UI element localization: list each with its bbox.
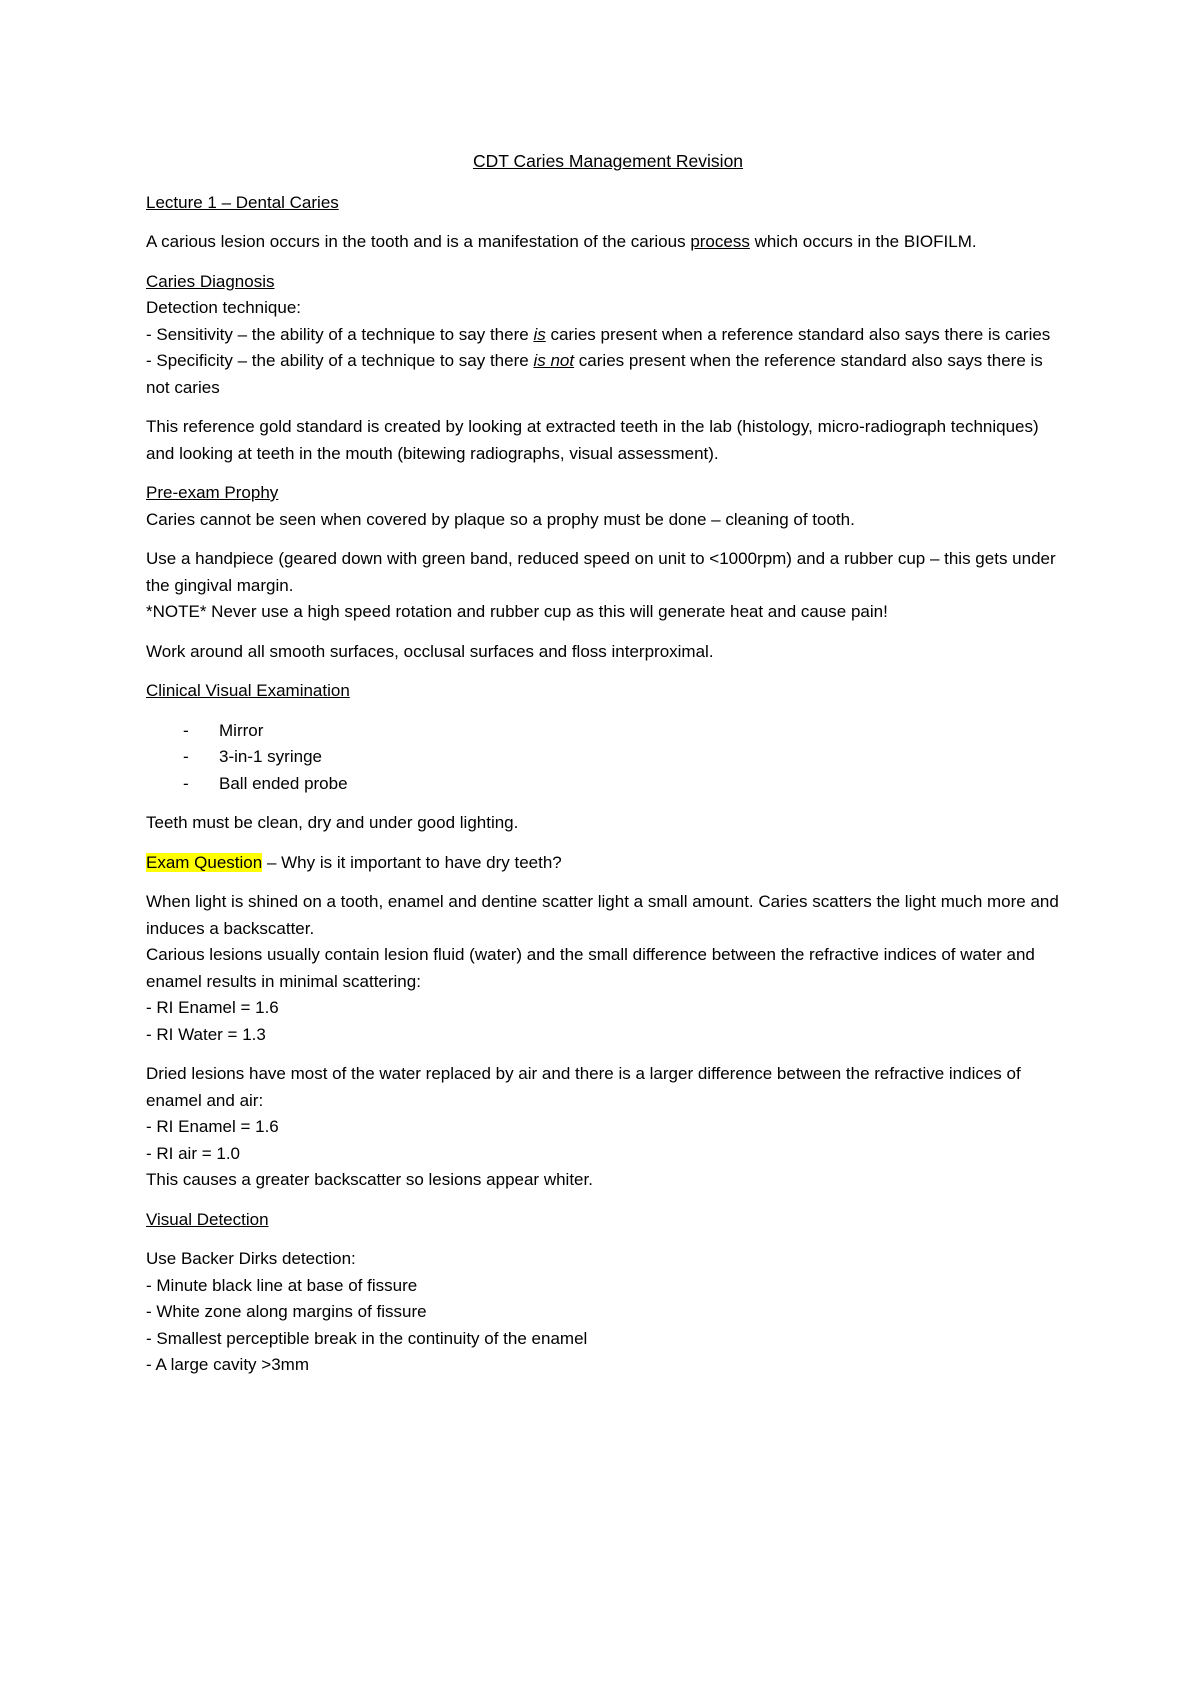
ri-air: - RI air = 1.0 <box>146 1143 241 1163</box>
document-title <box>146 148 1070 175</box>
clinical-heading-text: Clinical Visual Examination <box>146 681 350 700</box>
dried-lesions-section <box>146 1061 1070 1194</box>
exam-question-label: Exam Question <box>146 852 263 872</box>
sensitivity-emph: is <box>533 324 546 344</box>
visual-detection-heading-text: Visual Detection <box>146 1209 269 1229</box>
specificity-definition <box>146 348 1070 401</box>
list-dash: - <box>183 747 189 766</box>
list-item: - White zone along margins of fissure <box>146 1302 427 1321</box>
clinical-instrument-list <box>146 718 1070 798</box>
backer-dirks-section <box>146 1246 1070 1379</box>
exam-answer-section <box>146 889 1070 1048</box>
list-dash: - <box>183 773 189 793</box>
sensitivity-before: - Sensitivity – the ability of a technique to say there <box>146 324 534 344</box>
list-dash: - <box>183 720 189 740</box>
list-item: - A large cavity >3mm <box>146 1355 309 1374</box>
sensitivity-after: caries present when a reference standard also says there is caries <box>545 324 1051 344</box>
caries-diagnosis-section <box>146 269 1070 402</box>
list-item: - Minute black line at base of fissure <box>146 1275 418 1295</box>
caries-diagnosis-heading-text: Caries Diagnosis <box>146 271 275 291</box>
lecture-heading <box>146 190 1070 217</box>
ri-enamel-2: - RI Enamel = 1.6 <box>146 1117 279 1136</box>
sensitivity-definition <box>146 322 1070 349</box>
lecture-heading-text: Lecture 1 – Dental Caries <box>146 192 339 212</box>
exam-question <box>146 850 1070 877</box>
prophy-section <box>146 480 1070 533</box>
prophy-text-3: Work around all smooth surfaces, occlusal surfaces and floss interproximal. <box>146 641 714 661</box>
list-item <box>146 718 1070 745</box>
visual-detection-heading <box>146 1207 1070 1234</box>
prophy-heading <box>146 480 1070 507</box>
list-item <box>146 771 1070 798</box>
list-item-text: 3-in-1 syringe <box>219 747 322 766</box>
detection-technique: Detection technique: <box>146 298 301 317</box>
exam-answer-1: When light is shined on a tooth, enamel and dentine scatter light a small amount. Caries scatters the light much more and induces a backscatter. <box>146 892 1059 938</box>
intro-paragraph <box>146 229 1070 256</box>
prophy-text-1: Caries cannot be seen when covered by plaque so a prophy must be done – cleaning of tooth. <box>146 509 855 529</box>
whiter-text: This causes a greater backscatter so lesions appear whiter. <box>146 1170 593 1189</box>
gold-standard-paragraph: This reference gold standard is created by looking at extracted teeth in the lab (histology, micro-radiograph techniques) and looking at teeth in the mouth (bitewing radiographs, visual assessment). <box>146 417 1039 463</box>
specificity-after: caries present when the reference standard also says there is not caries <box>146 351 1043 397</box>
backer-dirks-intro: Use Backer Dirks detection: <box>146 1249 356 1268</box>
ri-water: - RI Water = 1.3 <box>146 1024 266 1044</box>
intro-before: A carious lesion occurs in the tooth and is a manifestation of the carious <box>146 232 691 251</box>
list-item <box>146 744 1070 771</box>
clean-teeth-paragraph: Teeth must be clean, dry and under good lighting. <box>146 813 519 832</box>
list-item: - Smallest perceptible break in the continuity of the enamel <box>146 1328 588 1348</box>
dried-lesions-text: Dried lesions have most of the water replaced by air and there is a larger difference between the refractive indices of enamel and air: <box>146 1064 1021 1110</box>
handpiece-section <box>146 546 1070 626</box>
clinical-heading <box>146 678 1070 705</box>
exam-answer-2: Carious lesions usually contain lesion fluid (water) and the small difference between the refractive indices of water and enamel results in minimal scattering: <box>146 945 1035 991</box>
prophy-heading-text: Pre-exam Prophy <box>146 483 279 502</box>
prophy-note: *NOTE* Never use a high speed rotation and rubber cup as this will generate heat and cause pain! <box>146 602 888 621</box>
specificity-before: - Specificity – the ability of a technique to say there <box>146 351 534 370</box>
intro-after: which occurs in the BIOFILM. <box>749 232 977 251</box>
title-text: CDT Caries Management Revision <box>472 151 744 171</box>
prophy-text-2: Use a handpiece (geared down with green band, reduced speed on unit to <1000rpm) and a rubber cup – this gets under the gingival margin. <box>146 549 1056 595</box>
specificity-emph: is not <box>533 351 575 370</box>
exam-question-text: – Why is it important to have dry teeth? <box>262 852 562 872</box>
list-item-text: Mirror <box>219 720 264 740</box>
caries-diagnosis-heading <box>146 269 1070 296</box>
ri-enamel: - RI Enamel = 1.6 <box>146 998 279 1017</box>
list-item-text: Ball ended probe <box>219 773 348 793</box>
intro-underlined: process <box>690 232 750 251</box>
